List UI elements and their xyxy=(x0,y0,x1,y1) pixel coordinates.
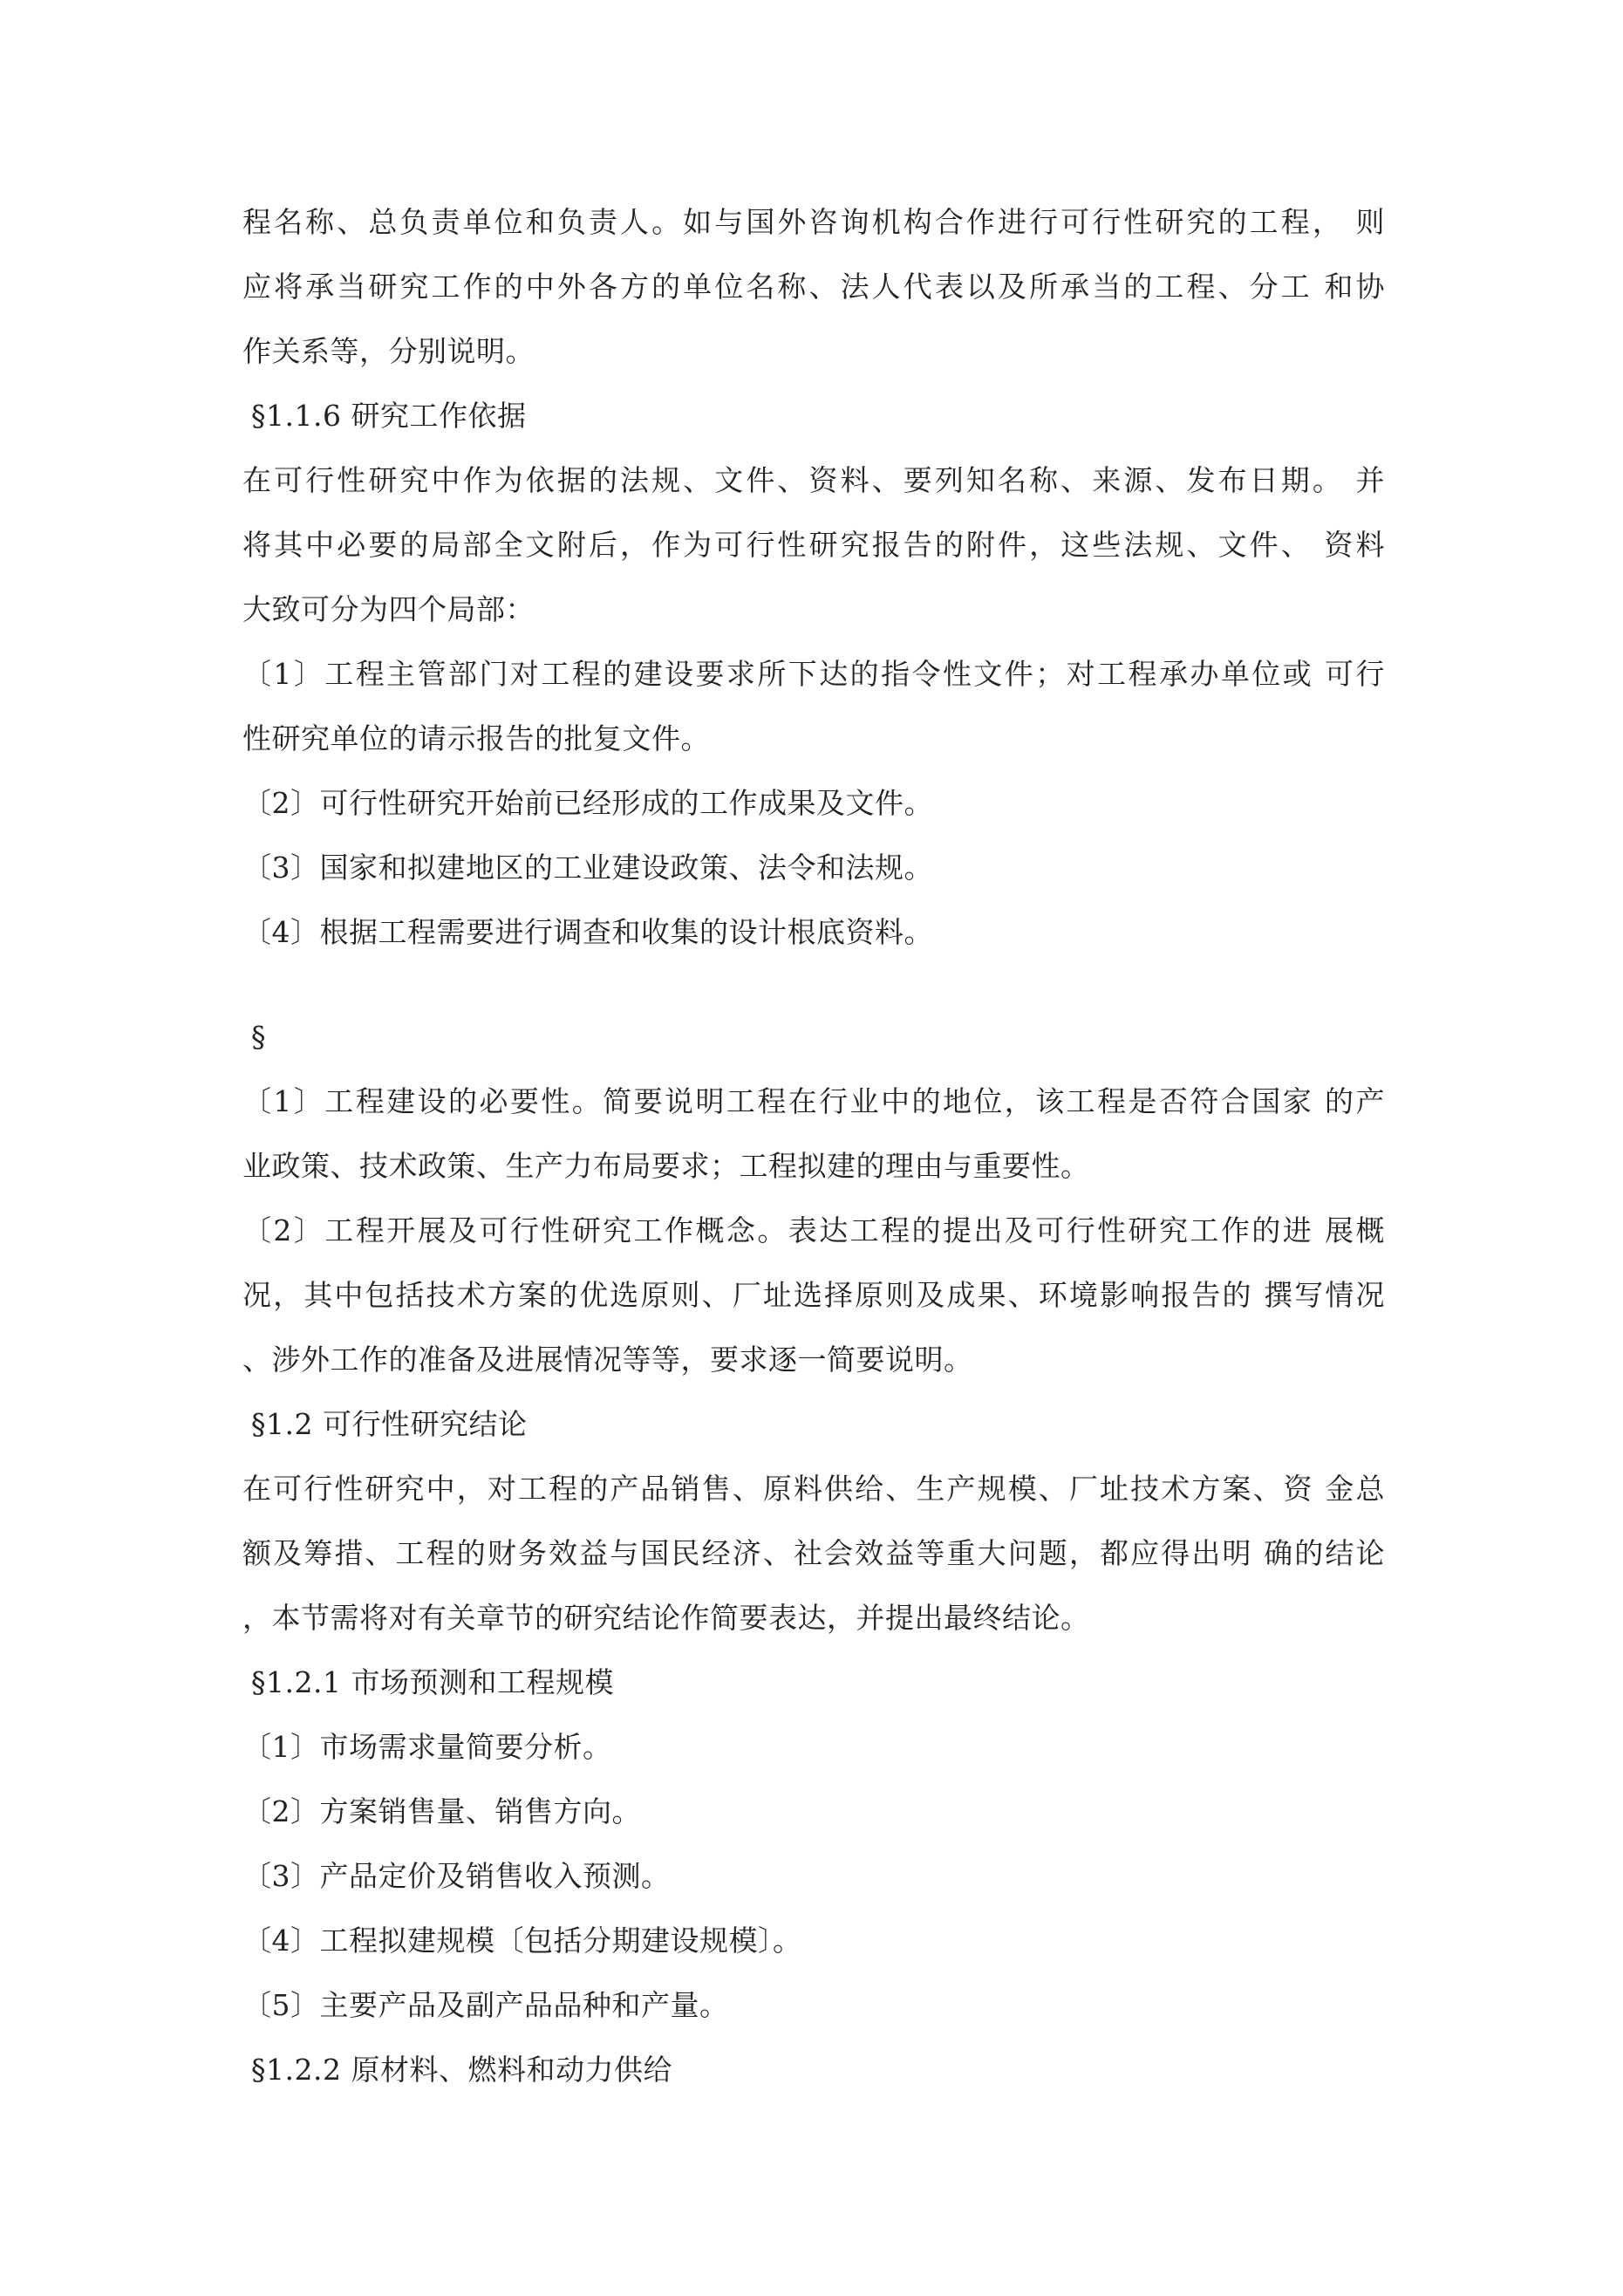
list-item: 〔3〕产品定价及销售收入预测。 xyxy=(242,1859,671,1893)
list-item: 〔1〕市场需求量简要分析。 xyxy=(242,1730,612,1764)
list-item: 〔1〕工程建设的必要性。简要说明工程在行业中的地位，该工程是否符合国家 的产 xyxy=(242,1084,1385,1118)
list-item: 〔2〕可行性研究开始前已经形成的工作成果及文件。 xyxy=(242,786,933,820)
section-heading: §1.2.1 市场预测和工程规模 xyxy=(251,1665,614,1699)
document-body xyxy=(242,190,1394,2102)
list-item: 〔5〕主要产品及副产品品种和产量。 xyxy=(242,1988,729,2022)
section-heading: §1.1.6 研究工作依据 xyxy=(251,399,527,433)
paragraph-line: 在可行性研究中，对工程的产品销售、原料供给、生产规模、厂址技术方案、资 金总 xyxy=(242,1472,1385,1506)
paragraph-line: 程名称、总负责单位和负责人。如与国外咨询机构合作进行可行性研究的工程， 则 xyxy=(242,205,1385,239)
list-item: 〔3〕国家和拟建地区的工业建设政策、法令和法规。 xyxy=(242,851,933,885)
paragraph-line: 将其中必要的局部全文附后，作为可行性研究报告的附件，这些法规、文件、 资料 xyxy=(242,528,1385,562)
list-item-continuation: 况，其中包括技术方案的优选原则、厂址选择原则及成果、环境影响报告的 撰写情况 xyxy=(242,1278,1385,1312)
list-item: 〔4〕根据工程需要进行调查和收集的设计根底资料。 xyxy=(242,915,933,949)
section-heading: §1.2 可行性研究结论 xyxy=(251,1407,528,1441)
paragraph-line: 作关系等，分别说明。 xyxy=(242,334,535,368)
paragraph-line: 应将承当研究工作的中外各方的单位名称、法人代表以及所承当的工程、分工 和协 xyxy=(242,270,1385,304)
list-item-continuation: 性研究单位的请示报告的批复文件。 xyxy=(242,721,710,755)
paragraph-line: 大致可分为四个局部： xyxy=(242,592,535,626)
list-item: 〔4〕工程拟建规模〔包括分期建设规模〕。 xyxy=(242,1924,802,1958)
list-item: 〔1〕工程主管部门对工程的建设要求所下达的指令性文件；对工程承办单位或 可行 xyxy=(242,657,1385,691)
section-heading: § xyxy=(251,1020,266,1054)
section-heading: §1.2.2 原材料、燃料和动力供给 xyxy=(251,2053,672,2087)
paragraph-line: 在可行性研究中作为依据的法规、文件、资料、要列知名称、来源、发布日期。 并 xyxy=(242,463,1385,497)
paragraph-line: 额及筹措、工程的财务效益与国民经济、社会效益等重大问题，都应得出明 确的结论 xyxy=(242,1536,1385,1570)
spacer xyxy=(242,965,1394,1005)
paragraph-line: ，本节需将对有关章节的研究结论作简要表达，并提出最终结论。 xyxy=(242,1601,1090,1635)
list-item: 〔2〕方案销售量、销售方向。 xyxy=(242,1794,641,1828)
list-item-continuation: 、涉外工作的准备及进展情况等等，要求逐一简要说明。 xyxy=(242,1343,973,1377)
list-item-continuation: 业政策、技术政策、生产力布局要求；工程拟建的理由与重要性。 xyxy=(242,1149,1090,1183)
list-item: 〔2〕工程开展及可行性研究工作概念。表达工程的提出及可行性研究工作的进 展概 xyxy=(242,1213,1385,1247)
